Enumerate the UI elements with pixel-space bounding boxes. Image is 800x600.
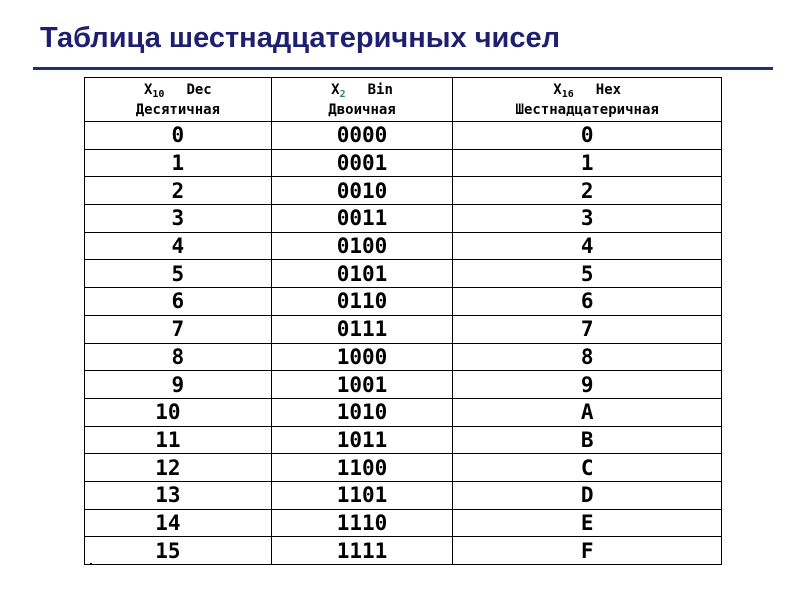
cell-dec [85, 509, 272, 537]
cell-dec-value: 11 [155, 427, 181, 452]
cell-bin: 0000 [271, 122, 453, 150]
header-symbol: X [143, 81, 153, 98]
cell-dec [85, 426, 272, 454]
cell-bin: 0111 [271, 315, 453, 343]
cell-dec [85, 481, 272, 509]
table-row [85, 177, 722, 205]
cell-hex: 0 [453, 122, 722, 150]
cell-dec-value: 14 [155, 510, 181, 535]
header-name: Шестнадцатеричная [515, 101, 659, 118]
cell-bin: 0101 [271, 260, 453, 288]
cell-dec: 0 [85, 122, 272, 150]
table-row [85, 232, 722, 260]
cell-hex: 8 [453, 343, 722, 371]
table-row [85, 288, 722, 316]
cell-hex: 7 [453, 315, 722, 343]
cell-bin: 0001 [271, 149, 453, 177]
cell-dec-value: 12 [155, 455, 181, 480]
cell-hex: C [453, 454, 722, 482]
cell-hex: 3 [453, 205, 722, 233]
header-abbr: Dec [186, 81, 212, 98]
header-hex [453, 78, 722, 122]
table-row [85, 398, 722, 426]
header-symbol: X [553, 81, 562, 98]
cell-bin: 0011 [271, 205, 453, 233]
cell-bin: 1011 [271, 426, 453, 454]
cell-hex: 6 [453, 288, 722, 316]
title-underline [33, 67, 773, 70]
cell-bin: 1110 [271, 509, 453, 537]
cell-bin: 0110 [271, 288, 453, 316]
table-row [85, 509, 722, 537]
cell-bin: 1010 [271, 398, 453, 426]
header-binary [271, 78, 453, 122]
cell-dec: 4 [85, 232, 272, 260]
cell-bin: 1101 [271, 481, 453, 509]
cell-dec-value: 10 [155, 400, 181, 425]
header-base: 10 [152, 88, 165, 100]
table-row [85, 122, 722, 150]
table-row [85, 149, 722, 177]
table-row [85, 537, 722, 565]
cell-dec: 1 [85, 149, 272, 177]
cell-dec [85, 398, 272, 426]
cell-bin: 1001 [271, 371, 453, 399]
cell-hex: 4 [453, 232, 722, 260]
cell-hex: F [453, 537, 722, 565]
cell-dec: 7 [85, 315, 272, 343]
stray-dot [90, 563, 92, 565]
number-systems-table [84, 77, 722, 565]
cell-bin: 1000 [271, 343, 453, 371]
cell-hex: 2 [453, 177, 722, 205]
cell-bin: 0010 [271, 177, 453, 205]
header-symbol: X [331, 81, 340, 98]
cell-hex: 9 [453, 371, 722, 399]
cell-bin: 0100 [271, 232, 453, 260]
cell-hex: 1 [453, 149, 722, 177]
header-name: Двоичная [328, 101, 396, 118]
cell-hex: D [453, 481, 722, 509]
table-row [85, 454, 722, 482]
header-abbr: Hex [595, 81, 622, 98]
cell-dec: 2 [85, 177, 272, 205]
cell-hex: A [453, 398, 722, 426]
cell-bin: 1111 [271, 537, 453, 565]
table-row [85, 260, 722, 288]
table-row [85, 481, 722, 509]
header-decimal [85, 78, 272, 122]
header-name: Десятичная [135, 101, 220, 118]
cell-dec: 6 [85, 288, 272, 316]
cell-dec: 8 [85, 343, 272, 371]
cell-bin: 1100 [271, 454, 453, 482]
header-base: 2 [339, 88, 346, 100]
table-row [85, 315, 722, 343]
header-abbr: Bin [367, 81, 393, 98]
page-title: Таблица шестнадцатеричных чисел [40, 22, 561, 54]
cell-dec-value: 13 [155, 483, 181, 508]
cell-dec [85, 454, 272, 482]
table-row [85, 205, 722, 233]
cell-dec: 3 [85, 205, 272, 233]
table-header-row [85, 78, 722, 122]
cell-dec: 5 [85, 260, 272, 288]
cell-hex: B [453, 426, 722, 454]
header-base: 16 [561, 88, 574, 100]
cell-dec: 9 [85, 371, 272, 399]
table-row [85, 343, 722, 371]
cell-hex: E [453, 509, 722, 537]
cell-dec [85, 537, 272, 565]
table-row [85, 426, 722, 454]
cell-hex: 5 [453, 260, 722, 288]
cell-dec-value: 15 [155, 538, 181, 563]
table-row [85, 371, 722, 399]
